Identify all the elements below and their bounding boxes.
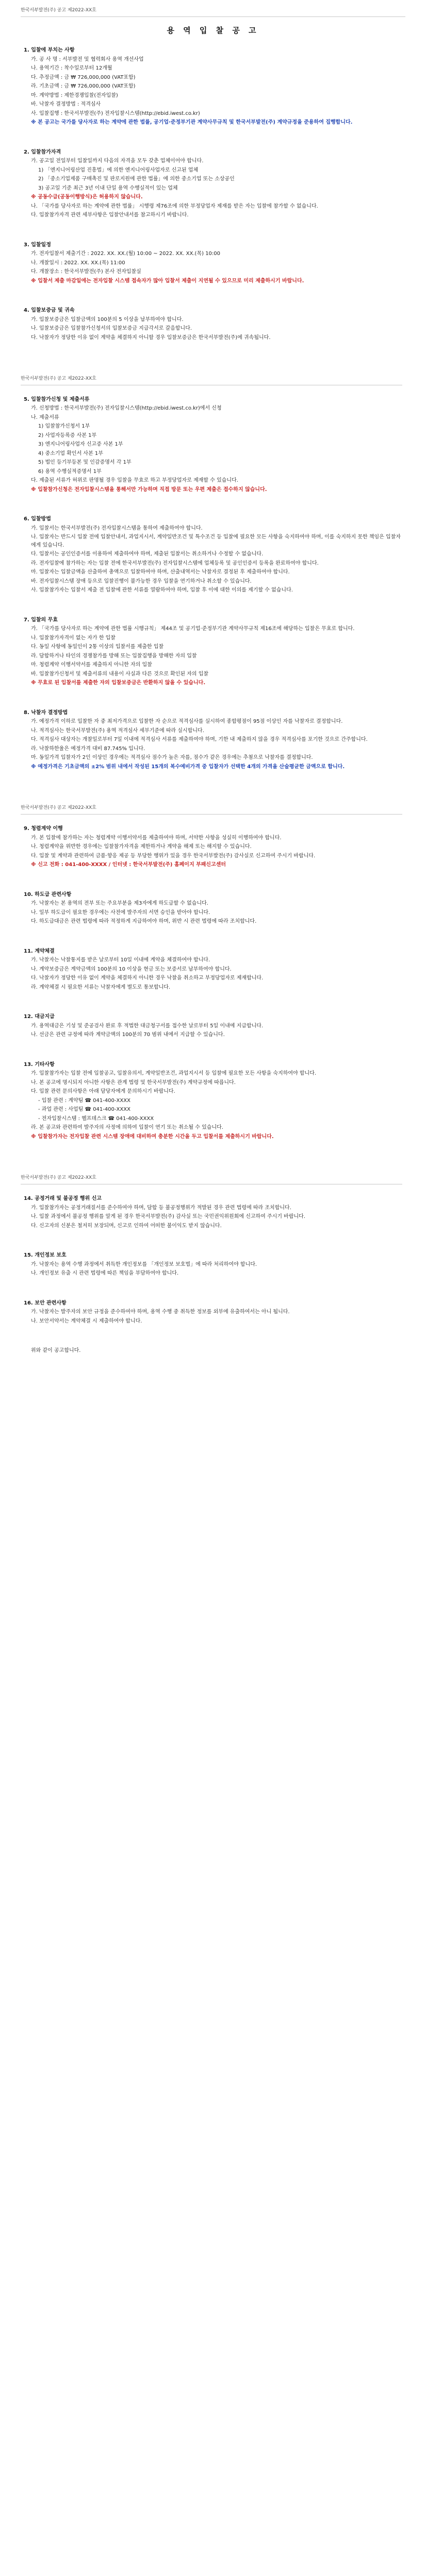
document-body	[21, 46, 402, 1356]
paragraph: 다. 개찰장소 : 한국서부발전(주) 본사 전자입찰실	[31, 269, 141, 275]
page-header: 한국서부발전(주) 공고 제2022-XX호	[21, 8, 96, 13]
paragraph: 가. 「국가를 당사자로 하는 계약에 관한 법률 시행규칙」 제44조 및 공기업·준정부기관 계약사무규칙 제16조에 해당하는 입찰은 무효로 합니다.	[31, 626, 355, 632]
paragraph: 5) 법인 등기부등본 및 인감증명서 각 1부	[38, 460, 132, 466]
paragraph: 마. 청렴계약 이행서약서를 제출하지 아니한 자의 입찰	[31, 662, 152, 668]
section-heading: 3. 입찰일정	[24, 242, 51, 248]
paragraph: ※ 입찰서 제출 마감일에는 전자입찰 시스템 접속자가 많아 입찰서 제출이 지연될 수 있으므로 미리 제출하시기 바랍니다.	[31, 278, 304, 284]
spacer	[24, 772, 402, 792]
paragraph: 2) 「중소기업제품 구매촉진 및 판로지원에 관한 법률」에 의한 중소기업 또는 소상공인	[38, 176, 235, 182]
paragraph: 바. 입찰참가신청서 및 제출서류의 내용이 사실과 다른 것으로 확인된 자의 입찰	[31, 671, 209, 677]
paragraph: 라. 낙찰하한율은 예정가격 대비 87.745% 입니다.	[31, 745, 145, 752]
section-heading: 9. 청렴계약 이행	[24, 826, 63, 832]
paragraph: 다. 낙찰자가 정당한 이유 없이 계약을 체결하지 아니할 경우 입찰보증금은 한국서부발전(주)에 귀속됩니다.	[31, 334, 271, 341]
paragraph: 나. 제출서류	[31, 414, 59, 420]
spacer	[24, 927, 402, 947]
paragraph: 바. 낙찰자 결정방법 : 적격심사	[31, 101, 101, 107]
paragraph: 나. 선금은 관련 규정에 따라 계약금액의 100분의 70 범위 내에서 지급할 수 있습니다.	[31, 1032, 225, 1038]
paragraph: 6) 용역 수행실적증명서 1부	[38, 468, 102, 474]
paragraph: 마. 계약방법 : 제한경쟁입찰(전자입찰)	[31, 92, 118, 98]
paragraph: 가. 입찰보증금은 입찰금액의 100분의 5 이상을 납부하여야 합니다.	[31, 316, 184, 323]
paragraph: 가. 낙찰자는 용역 수행 과정에서 취득한 개인정보를 「개인정보 보호법」에 따라 처리하여야 합니다.	[31, 1261, 257, 1267]
spacer	[24, 1279, 402, 1299]
spacer	[24, 1040, 402, 1061]
paragraph: 1) 입찰참가신청서 1부	[38, 423, 90, 430]
paragraph: 나. 「국가를 당사자로 하는 계약에 관한 법률」 시행령 제76조에 의한 부정당업자 제재를 받은 자는 입찰에 참가할 수 없습니다.	[31, 203, 318, 209]
spacer	[24, 1326, 402, 1347]
spacer	[24, 688, 402, 709]
paragraph: 3) 엔지니어링사업자 신고증 사본 1부	[38, 442, 123, 448]
paragraph: ※ 입찰참가자는 전자입찰 관련 시스템 장애에 대비하여 충분한 시간을 두고 입찰서를 제출하시기 바랍니다.	[31, 1133, 274, 1140]
paragraph: 라. 담합하거나 타인의 경쟁참가를 방해 또는 입찰집행을 방해한 자의 입찰	[31, 653, 197, 659]
paragraph: 다. 입찰 및 계약과 관련하여 금품·향응 제공 등 부당한 행위가 있을 경우 한국서부발전(주) 감사실로 신고하여 주시기 바랍니다.	[31, 853, 316, 859]
paragraph: 다. 신고자의 신분은 철저히 보장되며, 신고로 인하여 어떠한 불이익도 받지 않습니다.	[31, 1223, 222, 1229]
paragraph: 가. 낙찰자는 발주자의 보안 규정을 준수하여야 하며, 용역 수행 중 취득한 정보를 외부에 유출하여서는 아니 됩니다.	[31, 1309, 290, 1315]
paragraph: 가. 신청방법 : 한국서부발전(주) 전자입찰시스템(http://ebid.iwest.co.kr)에서 신청	[31, 405, 222, 412]
paragraph: 나. 입찰자는 반드시 입찰 전에 입찰안내서, 과업지시서, 계약일반조건 및 특수조건 등 입찰에 필요한 모든 사항을 숙지하여야 하며, 이를 숙지하지 못한 책임은 입찰자에게 있습니다.	[31, 534, 401, 548]
spacer	[24, 596, 402, 616]
section-heading: 13. 기타사항	[24, 1061, 55, 1067]
paragraph: - 과업 관련 : 사업팀 ☎ 041-400-XXXX	[38, 1107, 130, 1113]
paragraph: 라. 계약체결 시 필요한 서류는 낙찰자에게 별도로 통보합니다.	[31, 984, 171, 990]
paragraph: ※ 예정가격은 기초금액의 ±2% 범위 내에서 작성된 15개의 복수예비가격 중 입찰자가 선택한 4개의 가격을 산술평균한 금액으로 합니다.	[31, 764, 345, 770]
paragraph: 마. 입찰자는 입찰금액을 산출하여 총액으로 입찰하여야 하며, 산출내역서는 낙찰자로 결정된 후 제출하여야 합니다.	[31, 569, 290, 575]
paragraph: ※ 본 공고는 국가를 당사자로 하는 계약에 관한 법률, 공기업·준정부기관 계약사무규칙 및 한국서부발전(주) 계약규정을 준용하여 집행합니다.	[31, 120, 353, 125]
paragraph: 라. 본 공고와 관련하여 발주자의 사정에 의하여 입찰이 연기 또는 취소될 수 있습니다.	[31, 1125, 223, 1131]
spacer	[24, 1142, 402, 1162]
paragraph: 나. 개찰일시 : 2022. XX. XX.(목) 11:00	[31, 260, 125, 266]
paragraph: 다. 하도급대금은 관련 법령에 따라 적정하게 지급하여야 하며, 위반 시 관련 법령에 따라 조치합니다.	[31, 919, 257, 925]
paragraph: - 전자입찰시스템 : 헬프데스크 ☎ 041-400-XXXX	[38, 1115, 154, 1122]
paragraph: 가. 입찰참가자는 공정거래질서를 준수하여야 하며, 담합 등 불공정행위가 적발된 경우 관련 법령에 따라 조치합니다.	[31, 1205, 291, 1211]
paragraph: 라. 기초금액 : 금 ₩ 726,000,000 (VAT포함)	[31, 83, 136, 89]
spacer	[24, 343, 402, 363]
paragraph: 가. 입찰서는 한국서부발전(주) 전자입찰시스템을 통하여 제출하여야 합니다.	[31, 525, 203, 531]
paragraph: 위와 같이 공고합니다.	[31, 1348, 81, 1354]
paragraph: 가. 용역대금은 기성 및 준공검사 완료 후 적법한 대금청구서를 접수한 날로부터 5일 이내에 지급합니다.	[31, 1023, 264, 1029]
paragraph: 다. 동일 사항에 동일인이 2통 이상의 입찰서를 제출한 입찰	[31, 644, 164, 650]
paragraph: 가. 공고일 전일부터 입찰일까지 다음의 자격을 모두 갖춘 업체이어야 합니다.	[31, 158, 204, 164]
paragraph: ※ 신고 전화 : 041-400-XXXX / 인터넷 : 한국서부발전(주) 홈페이지 부패신고센터	[31, 862, 226, 868]
page-header: 한국서부발전(주) 공고 제2022-XX호	[21, 376, 402, 385]
section-heading: 10. 하도급 관련사항	[24, 891, 72, 897]
paragraph: 가. 본 입찰에 참가하는 자는 청렴계약 이행서약서를 제출하여야 하며, 서약한 사항을 성실히 이행하여야 합니다.	[31, 835, 282, 841]
spacer	[24, 495, 402, 515]
paragraph: 나. 입찰 과정에서 불공정 행위를 알게 된 경우 한국서부발전(주) 감사실 또는 국민권익위원회에 신고하여 주시기 바랍니다.	[31, 1214, 306, 1220]
paragraph: 2) 사업자등록증 사본 1부	[38, 432, 97, 438]
paragraph: 라. 전자입찰에 참가하는 자는 입찰 전에 한국서부발전(주) 전자입찰시스템에 업체등록 및 공인인증서 등록을 완료하여야 합니다.	[31, 560, 319, 566]
paragraph: 다. 제출된 서류가 허위로 판명될 경우 입찰을 무효로 하고 부정당업자로 제재할 수 있습니다.	[31, 478, 238, 484]
header-rule	[21, 16, 405, 17]
section-heading: 2. 입찰참가자격	[24, 149, 61, 155]
paragraph: 가. 낙찰자는 낙찰통지를 받은 날로부터 10일 이내에 계약을 체결하여야 합니다.	[31, 957, 210, 963]
paragraph: 나. 개인정보 유출 시 관련 법령에 따른 책임을 부담하여야 합니다.	[31, 1270, 179, 1277]
paragraph: ※ 입찰참가신청은 전자입찰시스템을 통해서만 가능하며 직접 방문 또는 우편 제출은 접수하지 않습니다.	[31, 486, 267, 493]
paragraph: 다. 낙찰자가 정당한 이유 없이 계약을 체결하지 아니한 경우 낙찰을 취소하고 부정당업자로 제재합니다.	[31, 975, 264, 981]
section-heading: 11. 계약체결	[24, 948, 55, 954]
paragraph: 나. 용역기간 : 착수일로부터 12개월	[31, 65, 112, 71]
paragraph: 바. 전자입찰시스템 장애 등으로 입찰진행이 불가능한 경우 입찰을 연기하거나 취소할 수 있습니다.	[31, 578, 252, 584]
spacer	[24, 221, 402, 241]
paragraph: 다. 입찰참가자격 관련 세부사항은 입찰안내서를 참고하시기 바랍니다.	[31, 212, 189, 218]
paragraph: - 입찰 관련 : 계약팀 ☎ 041-400-XXXX	[38, 1097, 130, 1104]
section-heading: 6. 입찰방법	[24, 516, 51, 522]
paragraph: 나. 본 공고에 명시되지 아니한 사항은 관계 법령 및 한국서부발전(주) 계약규정에 따릅니다.	[31, 1079, 236, 1086]
paragraph: 가. 예정가격 이하로 입찰한 자 중 최저가격으로 입찰한 자 순으로 적격심사를 실시하여 종합평점이 95점 이상인 자를 낙찰자로 결정합니다.	[31, 719, 343, 725]
paragraph: 가. 공 사 명 : 서부발전 및 협력회사 용역 개선사업	[31, 56, 144, 62]
paragraph: 4) 중소기업 확인서 사본 1부	[38, 450, 103, 456]
paragraph: ※ 공동수급(공동이행방식)은 허용하지 않습니다.	[31, 194, 143, 200]
paragraph: 나. 보안서약서는 계약체결 시 제출하여야 합니다.	[31, 1318, 142, 1324]
page-header: 한국서부발전(주) 공고 제2022-XX호	[21, 805, 402, 815]
section-heading: 16. 보안 관련사항	[24, 1300, 67, 1306]
paragraph: 가. 전자입찰서 제출기간 : 2022. XX. XX.(월) 10:00 ~ 2022. XX. XX.(목) 10:00	[31, 251, 221, 257]
spacer	[24, 128, 402, 148]
page-header: 한국서부발전(주) 공고 제2022-XX호	[21, 1175, 402, 1184]
paragraph: 나. 계약보증금은 계약금액의 100분의 10 이상을 현금 또는 보증서로 납부하여야 합니다.	[31, 966, 232, 972]
paragraph: 나. 일부 하도급이 필요한 경우에는 사전에 발주자의 서면 승인을 받아야 합니다.	[31, 909, 210, 916]
document-title: 용 역 입 찰 공 고	[167, 26, 259, 35]
paragraph: ※ 무효로 된 입찰서를 제출한 자의 입찰보증금은 반환하지 않을 수 있습니다.	[31, 680, 206, 686]
paragraph: 다. 추정금액 : 금 ₩ 726,000,000 (VAT포함)	[31, 74, 136, 80]
section-heading: 4. 입찰보증금 및 귀속	[24, 308, 75, 313]
paragraph: 나. 입찰참가자격이 없는 자가 한 입찰	[31, 635, 116, 641]
section-heading: 1. 입찰에 부치는 사항	[24, 47, 75, 53]
paragraph: 마. 동일가격 입찰자가 2인 이상인 경우에는 적격심사 점수가 높은 자를, 점수가 같은 경우에는 추첨으로 낙찰자를 결정합니다.	[31, 755, 313, 761]
paragraph: 사. 입찰집행 : 한국서부발전(주) 전자입찰시스템(http://ebid.iwest.co.kr)	[31, 110, 200, 116]
paragraph: 다. 입찰서는 공인인증서를 이용하여 제출하여야 하며, 제출된 입찰서는 취소하거나 수정할 수 없습니다.	[31, 551, 264, 557]
paragraph: 나. 청렴계약을 위반한 경우에는 입찰참가자격을 제한하거나 계약을 해제 또는 해지할 수 있습니다.	[31, 844, 252, 850]
section-heading: 8. 낙찰자 결정방법	[24, 709, 68, 716]
section-heading: 5. 입찰참가신청 및 제출서류	[24, 396, 90, 402]
spacer	[24, 286, 402, 307]
spacer	[24, 870, 402, 891]
paragraph: 사. 입찰참가자는 입찰서 제출 전 입찰에 관한 서류를 열람하여야 하며, 입찰 후 이에 대한 이의를 제기할 수 없습니다.	[31, 587, 293, 594]
paragraph: 다. 적격심사 대상자는 개찰일로부터 7일 이내에 적격심사 서류를 제출하여야 하며, 기한 내 제출하지 않을 경우 적격심사를 포기한 것으로 간주합니다.	[31, 737, 368, 743]
paragraph: 나. 적격심사는 한국서부발전(주) 용역 적격심사 세부기준에 따라 실시합니다.	[31, 727, 204, 734]
paragraph: 나. 입찰보증금은 입찰참가신청서의 입찰보증금 지급각서로 갈음합니다.	[31, 326, 192, 331]
paragraph: 가. 낙찰자는 본 용역의 전부 또는 주요부분을 제3자에게 하도급할 수 없습니다.	[31, 901, 208, 907]
paragraph: 1) 「엔지니어링산업 진흥법」에 의한 엔지니어링사업자로 신고된 업체	[38, 167, 199, 173]
paragraph: 가. 입찰참가자는 입찰 전에 입찰공고, 입찰유의서, 계약일반조건, 과업지시서 등 입찰에 필요한 모든 사항을 숙지하여야 합니다.	[31, 1071, 317, 1077]
section-heading: 14. 공정거래 및 불공정 행위 신고	[24, 1196, 102, 1202]
paragraph: 3) 공고일 기준 최근 3년 이내 단일 용역 수행실적이 있는 업체	[38, 185, 178, 191]
section-heading: 12. 대금지급	[24, 1014, 55, 1020]
section-heading: 15. 개인정보 보호	[24, 1252, 67, 1259]
paragraph: 다. 입찰 관련 문의사항은 아래 담당자에게 문의하시기 바랍니다.	[31, 1089, 175, 1095]
spacer	[24, 992, 402, 1013]
spacer	[24, 1231, 402, 1251]
section-heading: 7. 입찰의 무효	[24, 617, 58, 623]
